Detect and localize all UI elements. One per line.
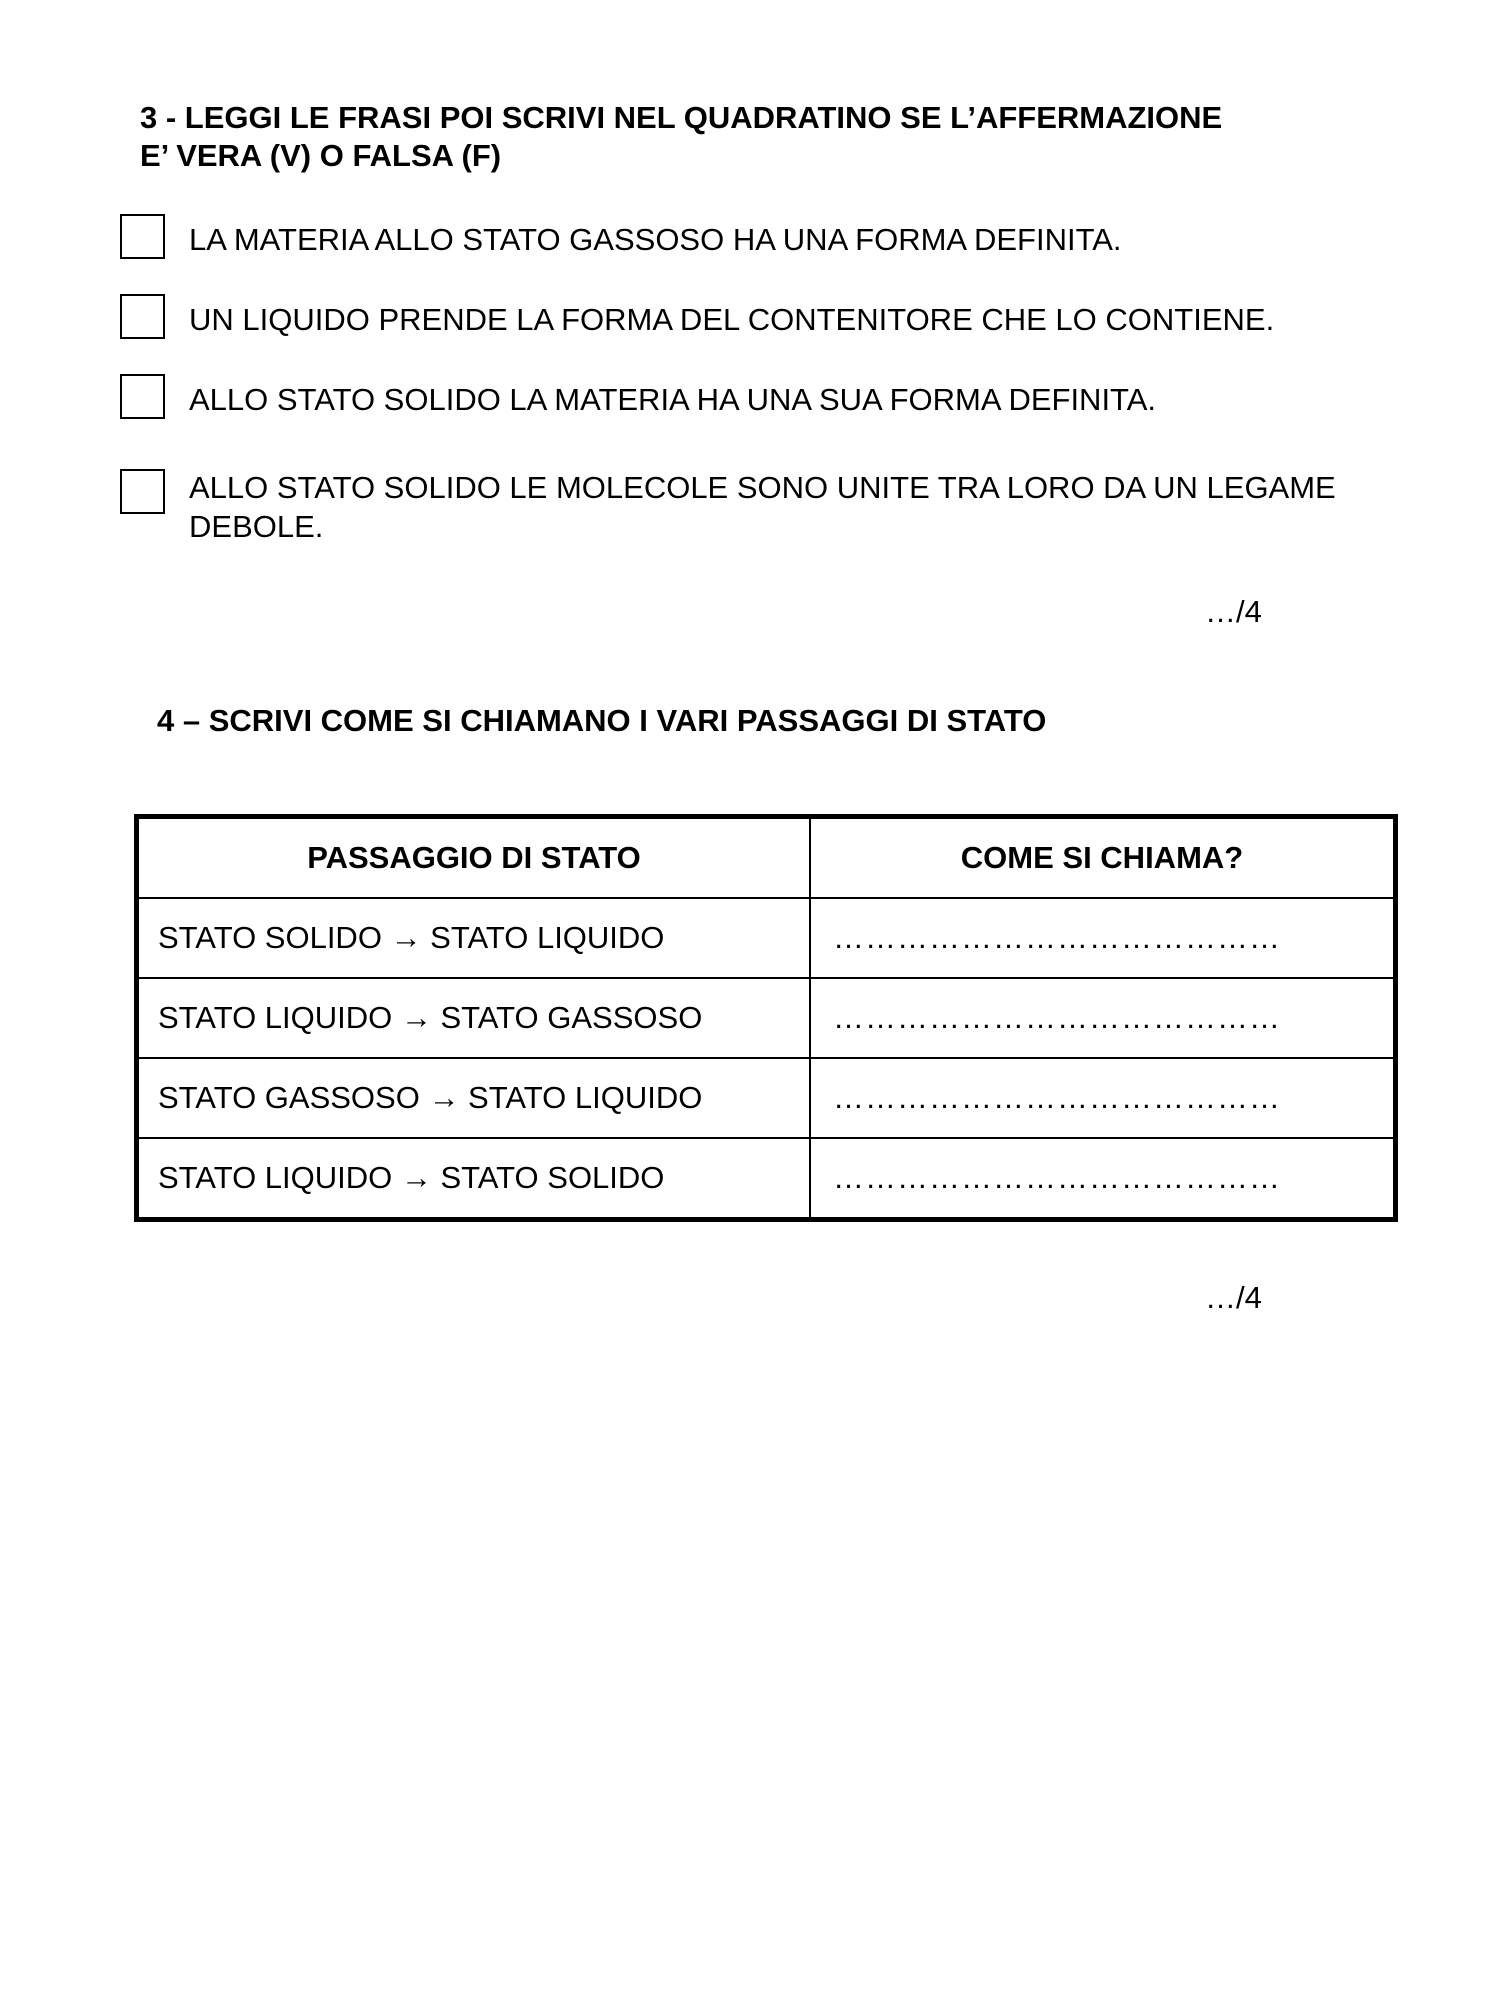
statement-text: ALLO STATO SOLIDO LA MATERIA HA UNA SUA FORMA DEFINITA. xyxy=(189,382,1156,417)
answer-checkbox[interactable] xyxy=(120,294,165,339)
passage-cell: STATO SOLIDO → STATO LIQUIDO xyxy=(137,898,811,978)
passage-cell: STATO GASSOSO → STATO LIQUIDO xyxy=(137,1058,811,1138)
answer-blank[interactable]: …………………………………… xyxy=(810,1058,1396,1138)
table-row xyxy=(137,1138,1396,1220)
answer-blank[interactable]: …………………………………… xyxy=(810,898,1396,978)
exercise-4-score: …/4 xyxy=(1205,1280,1262,1315)
answer-blank[interactable]: …………………………………… xyxy=(810,1138,1396,1220)
exercise-4-title: 4 – SCRIVI COME SI CHIAMANO I VARI PASSAGGI DI STATO xyxy=(157,703,1047,738)
table-header-row xyxy=(137,817,1396,899)
answer-blank[interactable]: …………………………………… xyxy=(810,978,1396,1058)
table-row xyxy=(137,1058,1396,1138)
statement-text: LA MATERIA ALLO STATO GASSOSO HA UNA FORMA DEFINITA. xyxy=(189,222,1122,257)
header-passage: PASSAGGIO DI STATO xyxy=(137,817,811,899)
exercise-3-title-line-1: 3 - LEGGI LE FRASI POI SCRIVI NEL QUADRATINO SE L’AFFERMAZIONE xyxy=(140,100,1223,135)
statement-text: UN LIQUIDO PRENDE LA FORMA DEL CONTENITORE CHE LO CONTIENE. xyxy=(189,302,1275,337)
answer-checkbox[interactable] xyxy=(120,469,165,514)
exercise-3-title-line-2: E’ VERA (V) O FALSA (F) xyxy=(140,138,502,173)
passage-cell: STATO LIQUIDO → STATO SOLIDO xyxy=(137,1138,811,1220)
answer-checkbox[interactable] xyxy=(120,214,165,259)
answer-checkbox[interactable] xyxy=(120,374,165,419)
table-row xyxy=(137,978,1396,1058)
passage-cell: STATO LIQUIDO → STATO GASSOSO xyxy=(137,978,811,1058)
table-row xyxy=(137,898,1396,978)
header-name: COME SI CHIAMA? xyxy=(810,817,1396,899)
exercise-3-title xyxy=(140,99,1370,175)
statement-text: ALLO STATO SOLIDO LE MOLECOLE SONO UNITE TRA LORO DA UN LEGAME DEBOLE. xyxy=(189,470,1336,544)
exercise-3-score: …/4 xyxy=(1205,594,1262,629)
state-changes-table xyxy=(134,814,1398,1222)
